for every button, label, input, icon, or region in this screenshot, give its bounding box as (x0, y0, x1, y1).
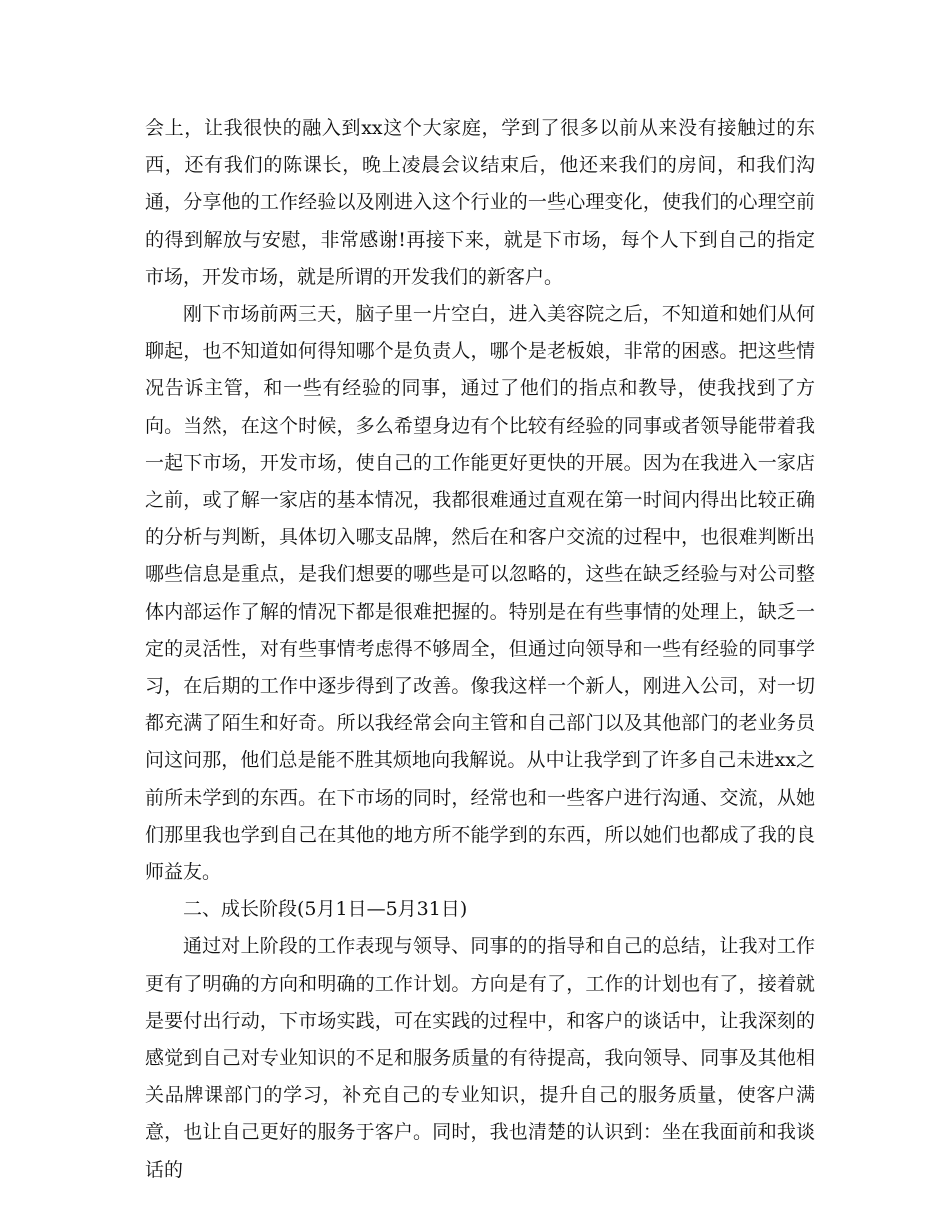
section-heading-growth-stage: 二、成长阶段(5月1日—5月31日) (183, 898, 468, 921)
paragraph-2: 刚下市场前两三天，脑子里一片空白，进入美容院之后，不知道和她们从何聊起，也不知道如何得知哪个是负责人，哪个是老板娘，非常的困惑。把这些情况告诉主管，和一些有经验的同事，通过了他们的指点和教导，使我找到了方向。当然，在这个时候，多么希望身边有个比较有经验的同事或者领导能带着我一起下市场，开发市场，使自己的工作能更好更快的开展。因为在我进入一家店之前，或了解一家店的基本情况，我都很难通过直观在第一时间内得出比较正确的分析与判断，具体切入哪支品牌，然后在和客户交流的过程中，也很难判断出哪些信息是重点，是我们想要的哪些是可以忽略的，这些在缺乏经验与对公司整体内部运作了解的情况下都是很难把握的。特别是在有些事情的处理上，缺乏一定的灵活性，对有些事情考虑得不够周全，但通过向领导和一些有经验的同事学习，在后期的工作中逐步得到了改善。像我这样一个新人，刚进入公司，对一切都充满了陌生和好奇。所以我经常会向主管和自己部门以及其他部门的老业务员问这问那，他们总是能不胜其烦地向我解说。从中让我学到了许多自己未进xx之前所未学到的东西。在下市场的同时，经常也和一些客户进行沟通、交流，从她们那里我也学到自己在其他的地方所不能学到的东西，所以她们也都成了我的良师益友。 (145, 303, 815, 884)
paragraph-4: 通过对上阶段的工作表现与领导、同事的的指导和自己的总结，让我对工作更有了明确的方向和明确的工作计划。方向是有了，工作的计划也有了，接着就是要付出行动，下市场实践，可在实践的过程中，和客户的谈话中，让我深刻的感觉到自己对专业知识的不足和服务质量的有待提高，我向领导、同事及其他相关品牌课部门的学习，补充自己的专业知识，提升自己的服务质量，使客户满意，也让自己更好的服务于客户。同时，我也清楚的认识到：坐在我面前和我谈话的 (145, 935, 815, 1181)
document-body (145, 110, 815, 1189)
paragraph-1: 会上，让我很快的融入到xx这个大家庭，学到了很多以前从来没有接触过的东西，还有我们的陈课长，晚上凌晨会议结束后，他还来我们的房间，和我们沟通，分享他的工作经验以及刚进入这个行业的一些心理变化，使我们的心理空前的得到解放与安慰，非常感谢!再接下来，就是下市场，每个人下到自己的指定市场，开发市场，就是所谓的开发我们的新客户。 (145, 117, 815, 288)
